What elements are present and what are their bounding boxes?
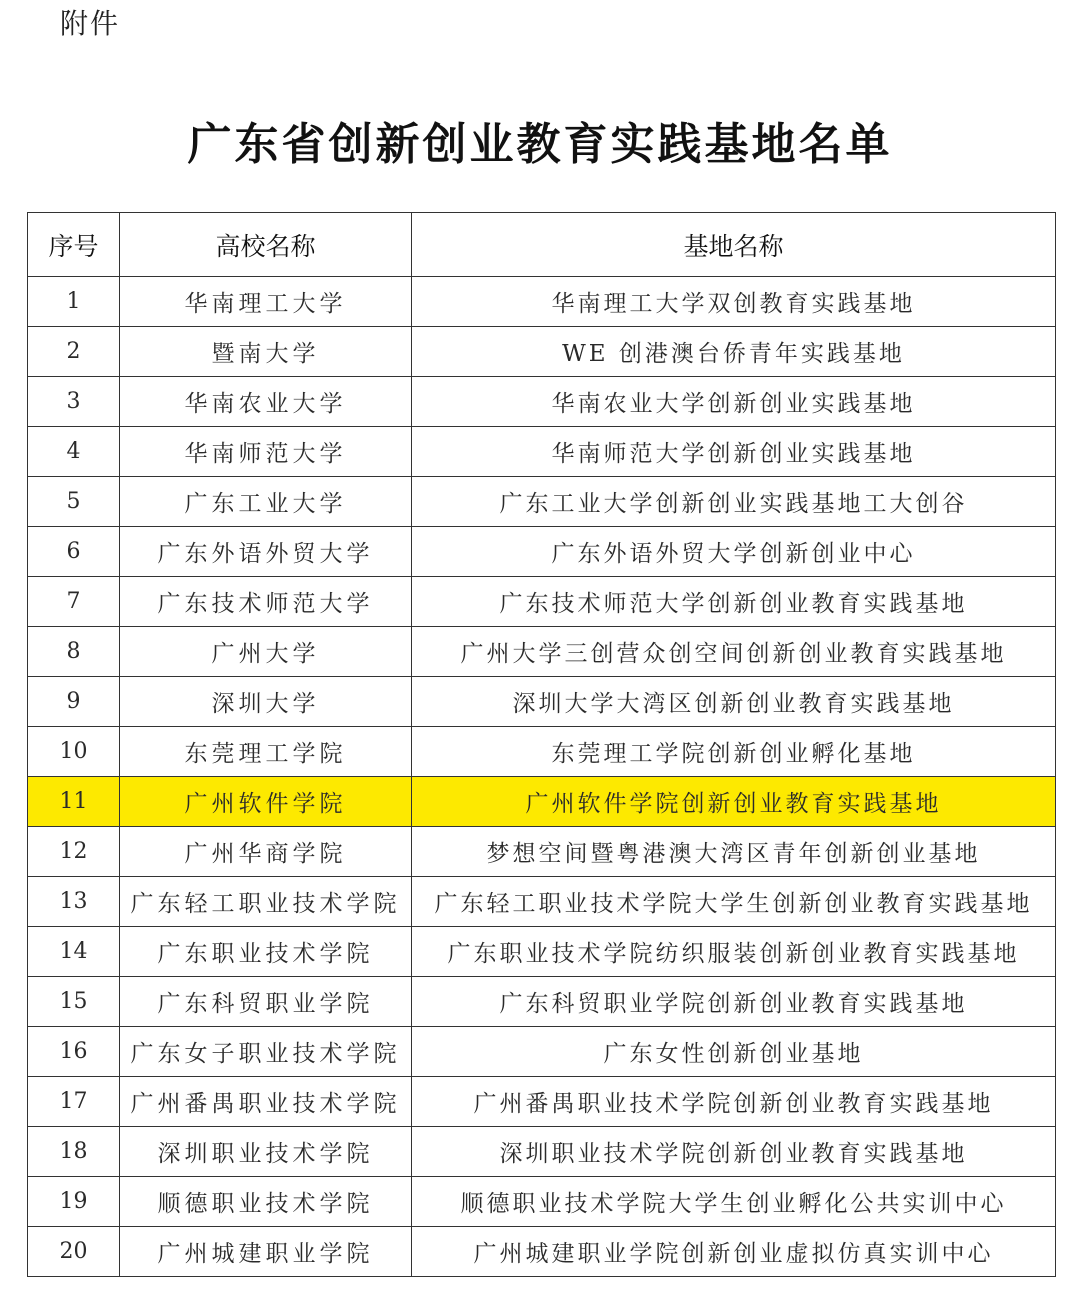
- row-school-cell: 华南农业大学: [120, 377, 412, 427]
- row-base-cell: 广东科贸职业学院创新创业教育实践基地: [412, 977, 1056, 1027]
- row-school-cell: 广东技术师范大学: [120, 577, 412, 627]
- row-school-cell: 深圳职业技术学院: [120, 1127, 412, 1177]
- table-row: [28, 577, 1056, 627]
- header-index: 序号: [28, 213, 120, 277]
- row-base-cell: 广州软件学院创新创业教育实践基地: [412, 777, 1056, 827]
- row-index-cell: 7: [28, 577, 120, 627]
- row-school-cell: 广东外语外贸大学: [120, 527, 412, 577]
- row-base-cell: 华南师范大学创新创业实践基地: [412, 427, 1056, 477]
- row-base-cell: 广州番禺职业技术学院创新创业教育实践基地: [412, 1077, 1056, 1127]
- row-index-cell: 14: [28, 927, 120, 977]
- row-base-cell: 广州大学三创营众创空间创新创业教育实践基地: [412, 627, 1056, 677]
- row-base-cell: 广东外语外贸大学创新创业中心: [412, 527, 1056, 577]
- table-row: [28, 727, 1056, 777]
- row-index-cell: 19: [28, 1177, 120, 1227]
- row-index-cell: 10: [28, 727, 120, 777]
- row-school-cell: 广东职业技术学院: [120, 927, 412, 977]
- row-base-cell: 顺德职业技术学院大学生创业孵化公共实训中心: [412, 1177, 1056, 1227]
- table-row: [28, 627, 1056, 677]
- row-school-cell: 广州城建职业学院: [120, 1227, 412, 1277]
- table-row: [28, 827, 1056, 877]
- row-index-cell: 5: [28, 477, 120, 527]
- row-base-cell: 梦想空间暨粤港澳大湾区青年创新创业基地: [412, 827, 1056, 877]
- table-row: [28, 1227, 1056, 1277]
- table-row: [28, 927, 1056, 977]
- row-index-cell: 9: [28, 677, 120, 727]
- row-index-cell: 18: [28, 1127, 120, 1177]
- row-index-cell: 3: [28, 377, 120, 427]
- row-school-cell: 广州大学: [120, 627, 412, 677]
- row-index-cell: 20: [28, 1227, 120, 1277]
- table-row: [28, 877, 1056, 927]
- table-body: [28, 277, 1056, 1277]
- table-row: [28, 327, 1056, 377]
- row-base-cell: 华南理工大学双创教育实践基地: [412, 277, 1056, 327]
- table-row: [28, 1177, 1056, 1227]
- row-index-cell: 6: [28, 527, 120, 577]
- row-school-cell: 暨南大学: [120, 327, 412, 377]
- table-row: [28, 1027, 1056, 1077]
- row-school-cell: 广东科贸职业学院: [120, 977, 412, 1027]
- row-base-cell: WE 创港澳台侨青年实践基地: [412, 327, 1056, 377]
- row-school-cell: 广东轻工职业技术学院: [120, 877, 412, 927]
- row-base-cell: 广东轻工职业技术学院大学生创新创业教育实践基地: [412, 877, 1056, 927]
- row-school-cell: 广州华商学院: [120, 827, 412, 877]
- header-base: 基地名称: [412, 213, 1056, 277]
- row-base-cell: 东莞理工学院创新创业孵化基地: [412, 727, 1056, 777]
- row-school-cell: 广东工业大学: [120, 477, 412, 527]
- row-index-cell: 8: [28, 627, 120, 677]
- row-school-cell: 深圳大学: [120, 677, 412, 727]
- table-row: [28, 527, 1056, 577]
- row-school-cell: 顺德职业技术学院: [120, 1177, 412, 1227]
- row-base-cell: 广州城建职业学院创新创业虚拟仿真实训中心: [412, 1227, 1056, 1277]
- attachment-label: 附件: [60, 7, 121, 40]
- row-base-cell: 广东工业大学创新创业实践基地工大创谷: [412, 477, 1056, 527]
- row-base-cell: 华南农业大学创新创业实践基地: [412, 377, 1056, 427]
- row-school-cell: 广州软件学院: [120, 777, 412, 827]
- table-row: [28, 677, 1056, 727]
- table-header-row: [28, 213, 1056, 277]
- practice-base-table: [27, 212, 1056, 1277]
- row-school-cell: 广州番禺职业技术学院: [120, 1077, 412, 1127]
- row-index-cell: 16: [28, 1027, 120, 1077]
- table-row: [28, 277, 1056, 327]
- row-index-cell: 12: [28, 827, 120, 877]
- row-base-cell: 广东女性创新创业基地: [412, 1027, 1056, 1077]
- row-school-cell: 广东女子职业技术学院: [120, 1027, 412, 1077]
- header-school: 高校名称: [120, 213, 412, 277]
- row-school-cell: 华南师范大学: [120, 427, 412, 477]
- table-row: [28, 427, 1056, 477]
- row-index-cell: 2: [28, 327, 120, 377]
- row-base-cell: 广东职业技术学院纺织服装创新创业教育实践基地: [412, 927, 1056, 977]
- row-index-cell: 1: [28, 277, 120, 327]
- table-row: [28, 1077, 1056, 1127]
- table-row: [28, 1127, 1056, 1177]
- table-row: [28, 777, 1056, 827]
- row-base-cell: 广东技术师范大学创新创业教育实践基地: [412, 577, 1056, 627]
- row-index-cell: 4: [28, 427, 120, 477]
- row-index-cell: 11: [28, 777, 120, 827]
- row-school-cell: 华南理工大学: [120, 277, 412, 327]
- row-index-cell: 15: [28, 977, 120, 1027]
- table-row: [28, 477, 1056, 527]
- row-index-cell: 17: [28, 1077, 120, 1127]
- table-row: [28, 377, 1056, 427]
- row-school-cell: 东莞理工学院: [120, 727, 412, 777]
- row-base-cell: 深圳大学大湾区创新创业教育实践基地: [412, 677, 1056, 727]
- table-row: [28, 977, 1056, 1027]
- row-base-cell: 深圳职业技术学院创新创业教育实践基地: [412, 1127, 1056, 1177]
- row-index-cell: 13: [28, 877, 120, 927]
- document-title: 广东省创新创业教育实践基地名单: [187, 119, 893, 170]
